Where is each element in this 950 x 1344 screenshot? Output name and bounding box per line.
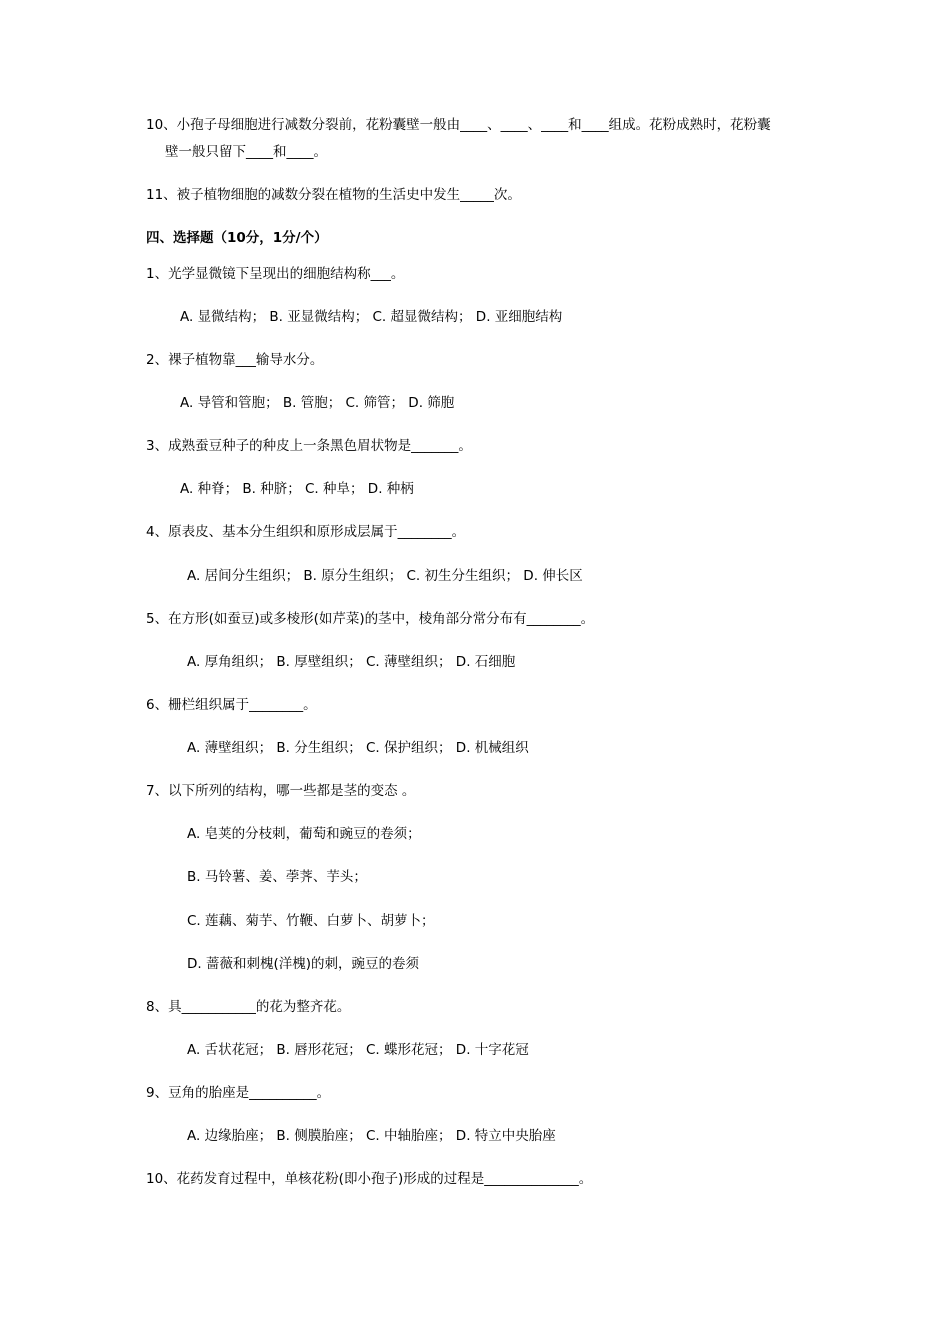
question-1-options: A. 显微结构； B. 亚显微结构； C. 超显微结构； D. 亚细胞结构 xyxy=(180,309,563,325)
question-9: 9、豆角的胎座是__________。 xyxy=(146,1085,331,1101)
fill-in-question-10-line-1: 10、小孢子母细胞进行减数分裂前，花粉囊壁一般由____、____、____和____组成。花粉成熟时，花粉囊 xyxy=(146,117,771,133)
question-7-option-c: C. 莲藕、菊芋、竹鞭、白萝卜、胡萝卜； xyxy=(187,913,435,929)
question-8: 8、具___________的花为整齐花。 xyxy=(146,999,351,1015)
question-4-options: A. 居间分生组织； B. 原分生组织； C. 初生分生组织； D. 伸长区 xyxy=(187,568,583,584)
question-4: 4、原表皮、基本分生组织和原形成层属于________。 xyxy=(146,524,466,540)
question-1: 1、光学显微镜下呈现出的细胞结构称___。 xyxy=(146,266,405,282)
section-title: 四、选择题（10分，1分/个） xyxy=(146,230,328,246)
question-2: 2、裸子植物靠___输导水分。 xyxy=(146,352,324,368)
question-7: 7、以下所列的结构，哪一些都是茎的变态 。 xyxy=(146,783,416,799)
question-3: 3、成熟蚕豆种子的种皮上一条黑色眉状物是_______。 xyxy=(146,438,472,454)
question-8-options: A. 舌状花冠； B. 唇形花冠； C. 蝶形花冠； D. 十字花冠 xyxy=(187,1042,529,1058)
question-7-option-a: A. 皂荚的分枝刺，葡萄和豌豆的卷须； xyxy=(187,826,421,842)
question-5: 5、在方形(如蚕豆)或多棱形(如芹菜)的茎中，棱角部分常分布有________。 xyxy=(146,611,595,627)
question-7-option-b: B. 马铃薯、姜、荸荠、芋头； xyxy=(187,869,367,885)
question-7-option-d: D. 蔷薇和刺槐(洋槐)的刺，豌豆的卷须 xyxy=(187,956,420,972)
question-5-options: A. 厚角组织； B. 厚壁组织； C. 薄壁组织； D. 石细胞 xyxy=(187,654,516,670)
question-10: 10、花药发育过程中，单核花粉(即小孢子)形成的过程是______________。 xyxy=(146,1171,593,1187)
question-6: 6、栅栏组织属于________。 xyxy=(146,697,317,713)
question-2-options: A. 导管和管胞； B. 管胞； C. 筛管； D. 筛胞 xyxy=(180,395,455,411)
question-6-options: A. 薄壁组织； B. 分生组织； C. 保护组织； D. 机械组织 xyxy=(187,740,529,756)
question-3-options: A. 种脊； B. 种脐； C. 种阜； D. 种柄 xyxy=(180,481,414,497)
question-9-options: A. 边缘胎座； B. 侧膜胎座； C. 中轴胎座； D. 特立中央胎座 xyxy=(187,1128,556,1144)
fill-in-question-11: 11、被子植物细胞的减数分裂在植物的生活史中发生_____次。 xyxy=(146,187,521,203)
fill-in-question-10-line-2: 壁一般只留下____和____。 xyxy=(165,144,327,160)
